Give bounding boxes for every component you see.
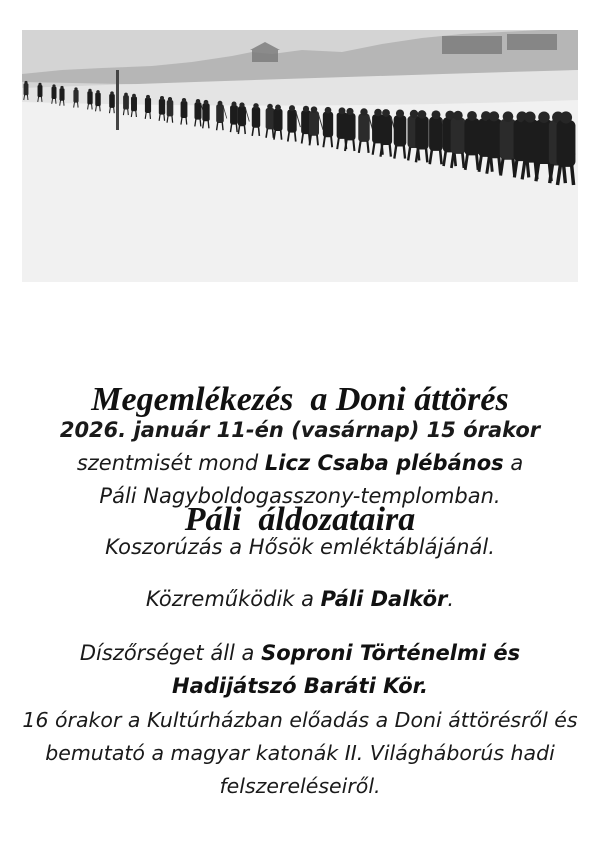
title-line-2: Páli áldozataira bbox=[184, 501, 416, 538]
honor-guard bbox=[0, 637, 600, 703]
mass-text-pre: szentmisét mond bbox=[76, 451, 265, 475]
soldiers-march-in-snow-image bbox=[22, 30, 578, 282]
priest-name: Licz Csaba plébános bbox=[264, 451, 504, 475]
wreath-laying bbox=[0, 531, 600, 564]
title-line-1: Megemlékezés a Doni áttörés bbox=[91, 381, 509, 418]
choir-text-pre: Közreműködik a bbox=[145, 587, 321, 611]
choir-name: Páli Dalkör bbox=[320, 587, 448, 611]
choir-text-post: . bbox=[447, 587, 455, 611]
lecture-line-1: 16 órakor a Kultúrházban előadás a Doni áttörésről és bbox=[22, 708, 578, 732]
guard-name-line-2: Hadijátszó Baráti Kör. bbox=[172, 674, 428, 698]
wreath-text: Koszorúzás a Hősök emléktáblájánál. bbox=[105, 535, 495, 559]
lecture-info bbox=[0, 704, 600, 803]
event-details bbox=[0, 414, 600, 513]
guard-text-pre: Díszőrséget áll a bbox=[79, 641, 262, 665]
lecture-line-3: felszereléseiről. bbox=[219, 774, 381, 798]
historical-photo bbox=[22, 30, 578, 282]
church-name: Páli Nagyboldogasszony-templomban. bbox=[99, 484, 501, 508]
lecture-line-2: bemutató a magyar katonák II. Világháborús hadi bbox=[45, 741, 555, 765]
guard-name-line-1: Soproni Történelmi és bbox=[261, 641, 521, 665]
choir-participation bbox=[0, 583, 600, 616]
mass-text-post: a bbox=[503, 451, 524, 475]
event-datetime: 2026. január 11-én (vasárnap) 15 órakor bbox=[59, 418, 541, 442]
